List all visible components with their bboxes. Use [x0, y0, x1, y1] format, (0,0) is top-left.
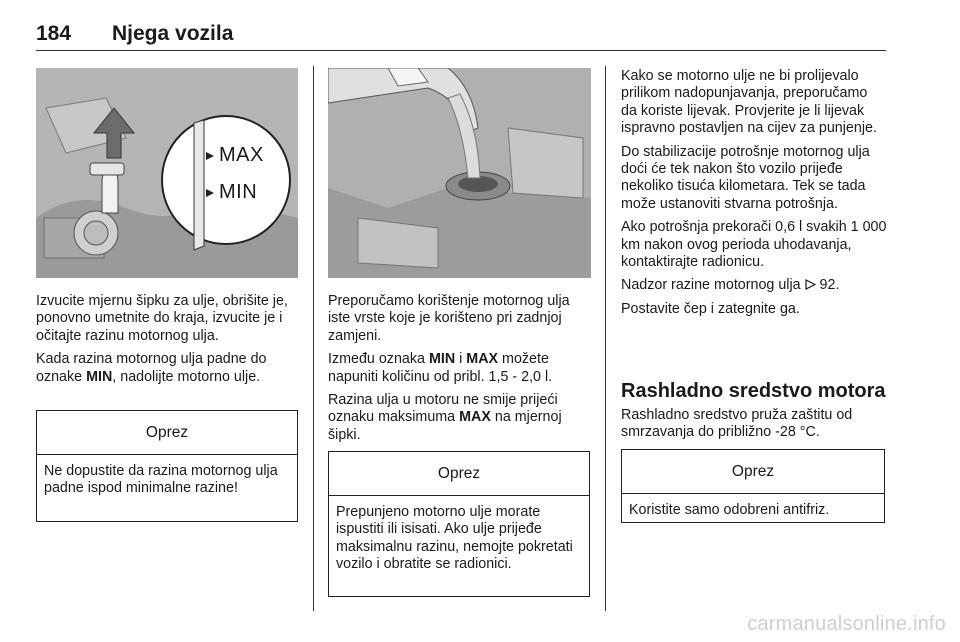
coolant-section — [621, 379, 889, 448]
caution-title: Oprez — [37, 411, 297, 455]
dipstick-figure — [36, 68, 298, 278]
col2-paragraph-3 — [328, 392, 592, 444]
col2-p2-text-end: možete napuniti količinu od pribl. 1,5 - 2,0 l. — [328, 351, 553, 385]
watermark: carmanualsonline.info — [747, 613, 946, 635]
caution-box-3 — [621, 449, 885, 523]
min-term: MIN — [86, 368, 113, 385]
col3-paragraph-5: Postavite čep i zategnite ga. — [621, 300, 800, 317]
col1-paragraph-1: Izvucite mjernu šipku za ulje, obrišite je, ponovno umetnite do kraja, izvucite je i očitajte razinu motornog ulja. — [36, 293, 288, 344]
max-term: MAX — [459, 409, 491, 426]
section-heading: Rashladno sredstvo motora — [621, 380, 886, 402]
caution-box-2 — [328, 451, 590, 597]
col2-paragraph-2 — [328, 351, 592, 386]
page-reference-number[interactable]: 92. — [815, 277, 840, 294]
max-term: MAX — [466, 351, 499, 368]
caution-title: Oprez — [329, 452, 589, 496]
min-term: MIN — [428, 351, 456, 368]
col3-paragraph-6: Rashladno sredstvo pruža zaštitu od smrzavanja do približno -28 °C. — [621, 407, 853, 441]
col3-paragraph-4[interactable] — [621, 277, 887, 294]
col2-text — [328, 293, 592, 450]
col3-paragraph-1: Kako se motorno ulje ne bi prolijevalo prilikom nadopunjavanja, preporučamo da koriste lijevak. Provjerite je li lijevak ispravno postavljen na cijev za punjenje. — [621, 68, 877, 137]
col1-p2-text-end: , nadolijte motorno ulje. — [112, 368, 261, 385]
dipstick-illustration — [36, 68, 298, 278]
col1-p2-text: Kada razina motornog ulja padne do oznake — [36, 351, 267, 385]
col2-p3-text: Razina ulja u motoru ne smije prijeći oznaku maksimuma — [328, 392, 558, 426]
col3-text — [621, 68, 887, 324]
col2-p2-text: Između oznaka — [328, 351, 429, 368]
max-mark-label: MAX — [219, 144, 264, 166]
min-mark-label: MIN — [219, 181, 258, 203]
col2-p2-and: i — [455, 351, 467, 368]
caution-body: Ne dopustite da razina motornog ulja padne ispod minimalne razine! — [44, 463, 278, 497]
oil-filling-figure — [328, 68, 591, 278]
oil-filling-illustration — [328, 68, 591, 278]
col3-p4-text: Nadzor razine motornog ulja — [621, 277, 805, 294]
col2-paragraph-1: Preporučamo korištenje motornog ulja iste vrste koje je korišteno pri zadnjoj zamjeni. — [328, 293, 570, 344]
caution-box-1 — [36, 410, 298, 522]
col3-paragraph-2: Do stabilizacije potrošnje motornog ulja doći će tek nakon što vozilo prijeđe nekoliko tisuća kilometara. Tek se tada može ustanoviti stvarna potrošnja. — [621, 143, 870, 212]
column-divider-1 — [313, 66, 314, 611]
col2-p3-text-end: na mjernoj šipki. — [328, 409, 562, 443]
page-number: 184 — [36, 22, 72, 45]
col1-text — [36, 293, 300, 392]
col3-paragraph-3: Ako potrošnja prekorači 0,6 l svakih 1 000 km nakon ovog perioda uhodavanja, kontaktirajte radionicu. — [621, 219, 887, 271]
caution-body: Koristite samo odobreni antifriz. — [629, 502, 830, 518]
header-rule — [36, 50, 886, 51]
col1-paragraph-2 — [36, 351, 300, 386]
page-reference-icon[interactable] — [805, 277, 816, 293]
column-divider-2 — [605, 66, 606, 611]
caution-title: Oprez — [622, 450, 884, 494]
chapter-title: Njega vozila — [112, 22, 234, 45]
caution-body: Prepunjeno motorno ulje morate ispustiti ili isisati. Ako ulje prijeđe maksimalnu razinu, nemojte pokretati vozilo i obratite se radionici. — [336, 504, 573, 573]
